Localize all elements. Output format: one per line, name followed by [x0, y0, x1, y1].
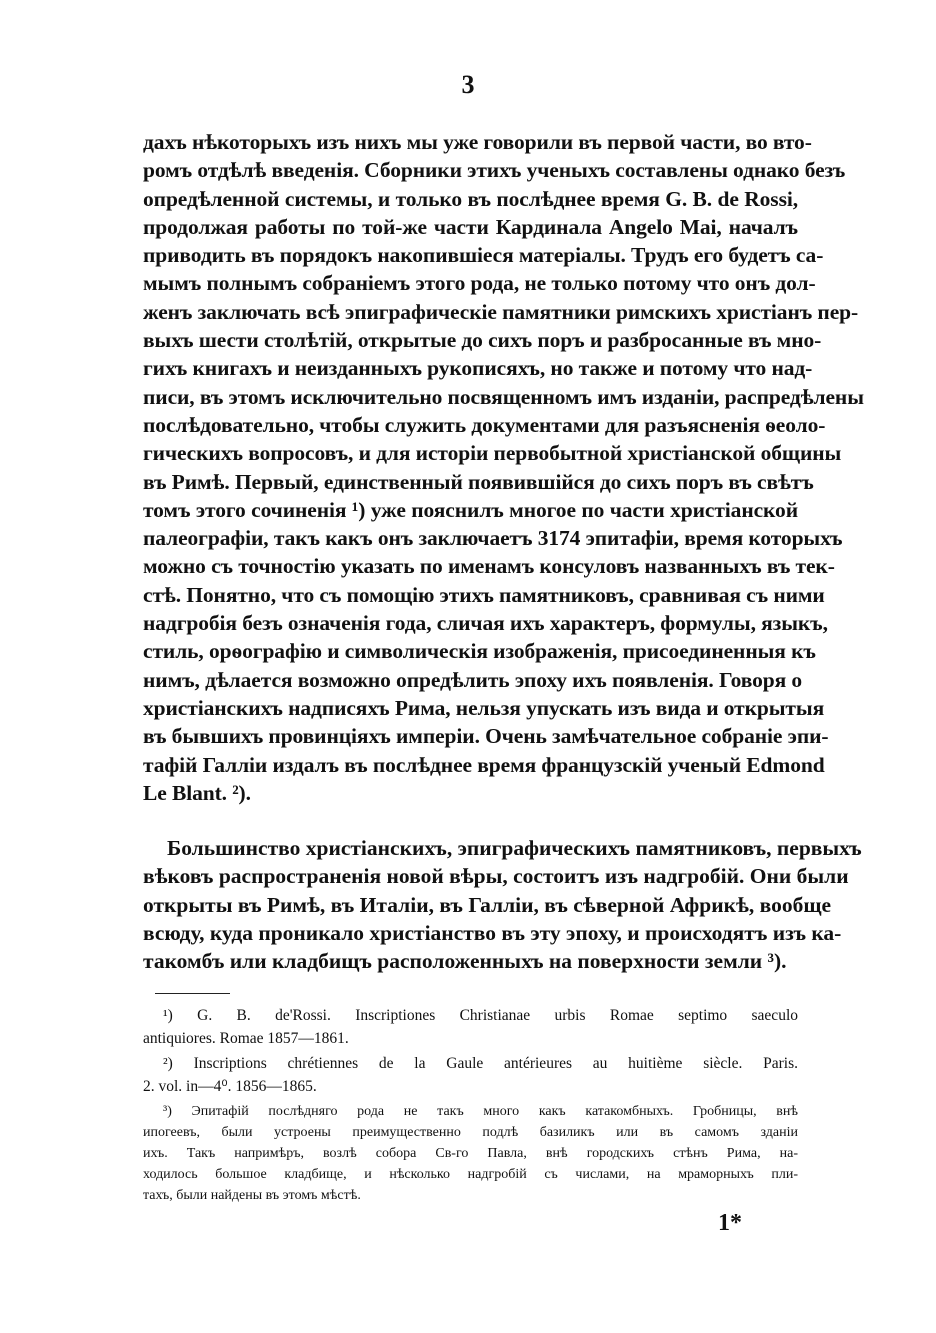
text-line: дахъ нѣкоторыхъ изъ нихъ мы уже говорили въ первой части, во вто- [143, 130, 812, 154]
text-line: гихъ книгахъ и неизданныхъ рукописяхъ, но также и потому что над- [143, 356, 813, 381]
footnote-line: ихъ. Такъ напримѣръ, возлѣ собора Св-го Павла, внѣ городскихъ стѣнъ Рима, на- [143, 1146, 798, 1161]
text-line: опредѣленной системы, и только въ послѣднее время G. B. de Rossi, [143, 186, 798, 211]
text-line: стиль, орѳографію и символическія изображенія, присоединенныя къ [143, 639, 816, 664]
footnote-2 [143, 1053, 798, 1098]
text-line: всюду, куда проникало христіанство въ эту эпоху, и происходятъ изъ ка- [143, 920, 842, 945]
text-line: ромъ отдѣлѣ введенія. Сборники этихъ ученыхъ составлены однако безъ [143, 158, 846, 183]
footnote-divider [155, 993, 230, 994]
text-line: христіанскихъ надписяхъ Рима, нельзя упускать изъ вида и открытыя [143, 695, 825, 720]
text-line: женъ заключать всѣ эпиграфическіе памятники римскихъ христіанъ пер- [143, 299, 859, 324]
second-paragraph [143, 834, 862, 975]
footnote-line: antiquiores. Romae 1857—1861. [143, 1029, 349, 1047]
footnote-1 [143, 1005, 798, 1050]
footnote-line: тахъ, были найдены въ этомъ мѣстѣ. [143, 1188, 361, 1203]
text-line: нимъ, дѣлается возможно опредѣлить эпоху ихъ появленія. Говоря о [143, 667, 803, 692]
footnotes [143, 1005, 798, 1209]
text-line: можно съ точностію указать по именамъ консуловъ названныхъ въ тек- [143, 554, 835, 579]
text-line: выхъ шести столѣтій, открытые до сихъ поръ и разбросанные въ мно- [143, 328, 822, 353]
main-paragraph [143, 128, 864, 807]
page-number: 3 [461, 70, 475, 99]
text-line: продолжая работы по той-же части Кардинала Angelo Mai, началъ [143, 214, 798, 239]
text-line: вѣковъ распространенія новой вѣры, состоитъ изъ надгробій. Они были [143, 864, 849, 889]
footnote-line: 2. vol. in—4⁰. 1856—1865. [143, 1077, 317, 1095]
text-line: надгробія безъ означенія года, сличая ихъ характеръ, формулы, языкъ, [143, 611, 828, 636]
text-line: писи, въ этомъ исключительно посвященномъ имъ изданіи, распредѣлены [143, 384, 864, 409]
footnote-line: ¹) G. B. de'Rossi. Inscriptiones Christianae urbis Romae septimo saeculo [163, 1007, 798, 1024]
signature-mark: 1* [718, 1210, 742, 1236]
text-line: послѣдовательно, чтобы служить документами для разъясненія ѳеоло- [143, 412, 826, 437]
text-line: стѣ. Понятно, что съ помощію этихъ памятниковъ, сравнивая съ ними [143, 582, 825, 607]
text-line: гическихъ вопросовъ, и для исторіи первобытной христіанской общины [143, 441, 842, 466]
footnote-line: ²) Inscriptions chrétiennes de la Gaule antérieures au huitième siècle. Paris. [163, 1055, 798, 1072]
footnote-line: ³) Эпитафій послѣдняго рода не такъ много какъ катакомбныхъ. Гробницы, внѣ [163, 1104, 798, 1119]
text-line: Большинство христіанскихъ, эпиграфическихъ памятниковъ, первыхъ [167, 836, 862, 860]
text-line: томъ этого сочиненія ¹) уже пояснилъ многое по части христіанской [143, 497, 798, 522]
text-line: такомбъ или кладбищъ расположенныхъ на поверхности земли ³). [143, 949, 787, 974]
text-line: палеографіи, такъ какъ онъ заключаетъ 3174 эпитафіи, время которыхъ [143, 526, 843, 551]
text-line: Le Blant. ²). [143, 780, 251, 805]
text-line: въ бывшихъ провинціяхъ имперіи. Очень замѣчательное собраніе эпи- [143, 724, 829, 749]
footnote-line: ипогеевъ, были устроены преимущественно подлѣ базиликъ или въ самомъ зданіи [143, 1125, 798, 1140]
footnote-line: ходилось большое кладбище, и нѣсколько надгробій съ числами, на мраморныхъ пли- [143, 1167, 798, 1182]
footnote-3 [143, 1101, 798, 1206]
text-line: тафій Галліи издалъ въ послѣднее время французскій ученый Edmond [143, 752, 825, 777]
text-line: открыты въ Римѣ, въ Италіи, въ Галліи, въ сѣверной Африкѣ, вообще [143, 892, 832, 917]
text-line: приводить въ порядокъ накопившіеся матеріалы. Трудъ его будетъ са- [143, 243, 824, 268]
text-line: мымъ полнымъ собраніемъ этого рода, не только потому что онъ дол- [143, 271, 816, 296]
text-line: въ Римѣ. Первый, единственный появившійся до сихъ поръ въ свѣтъ [143, 469, 814, 494]
